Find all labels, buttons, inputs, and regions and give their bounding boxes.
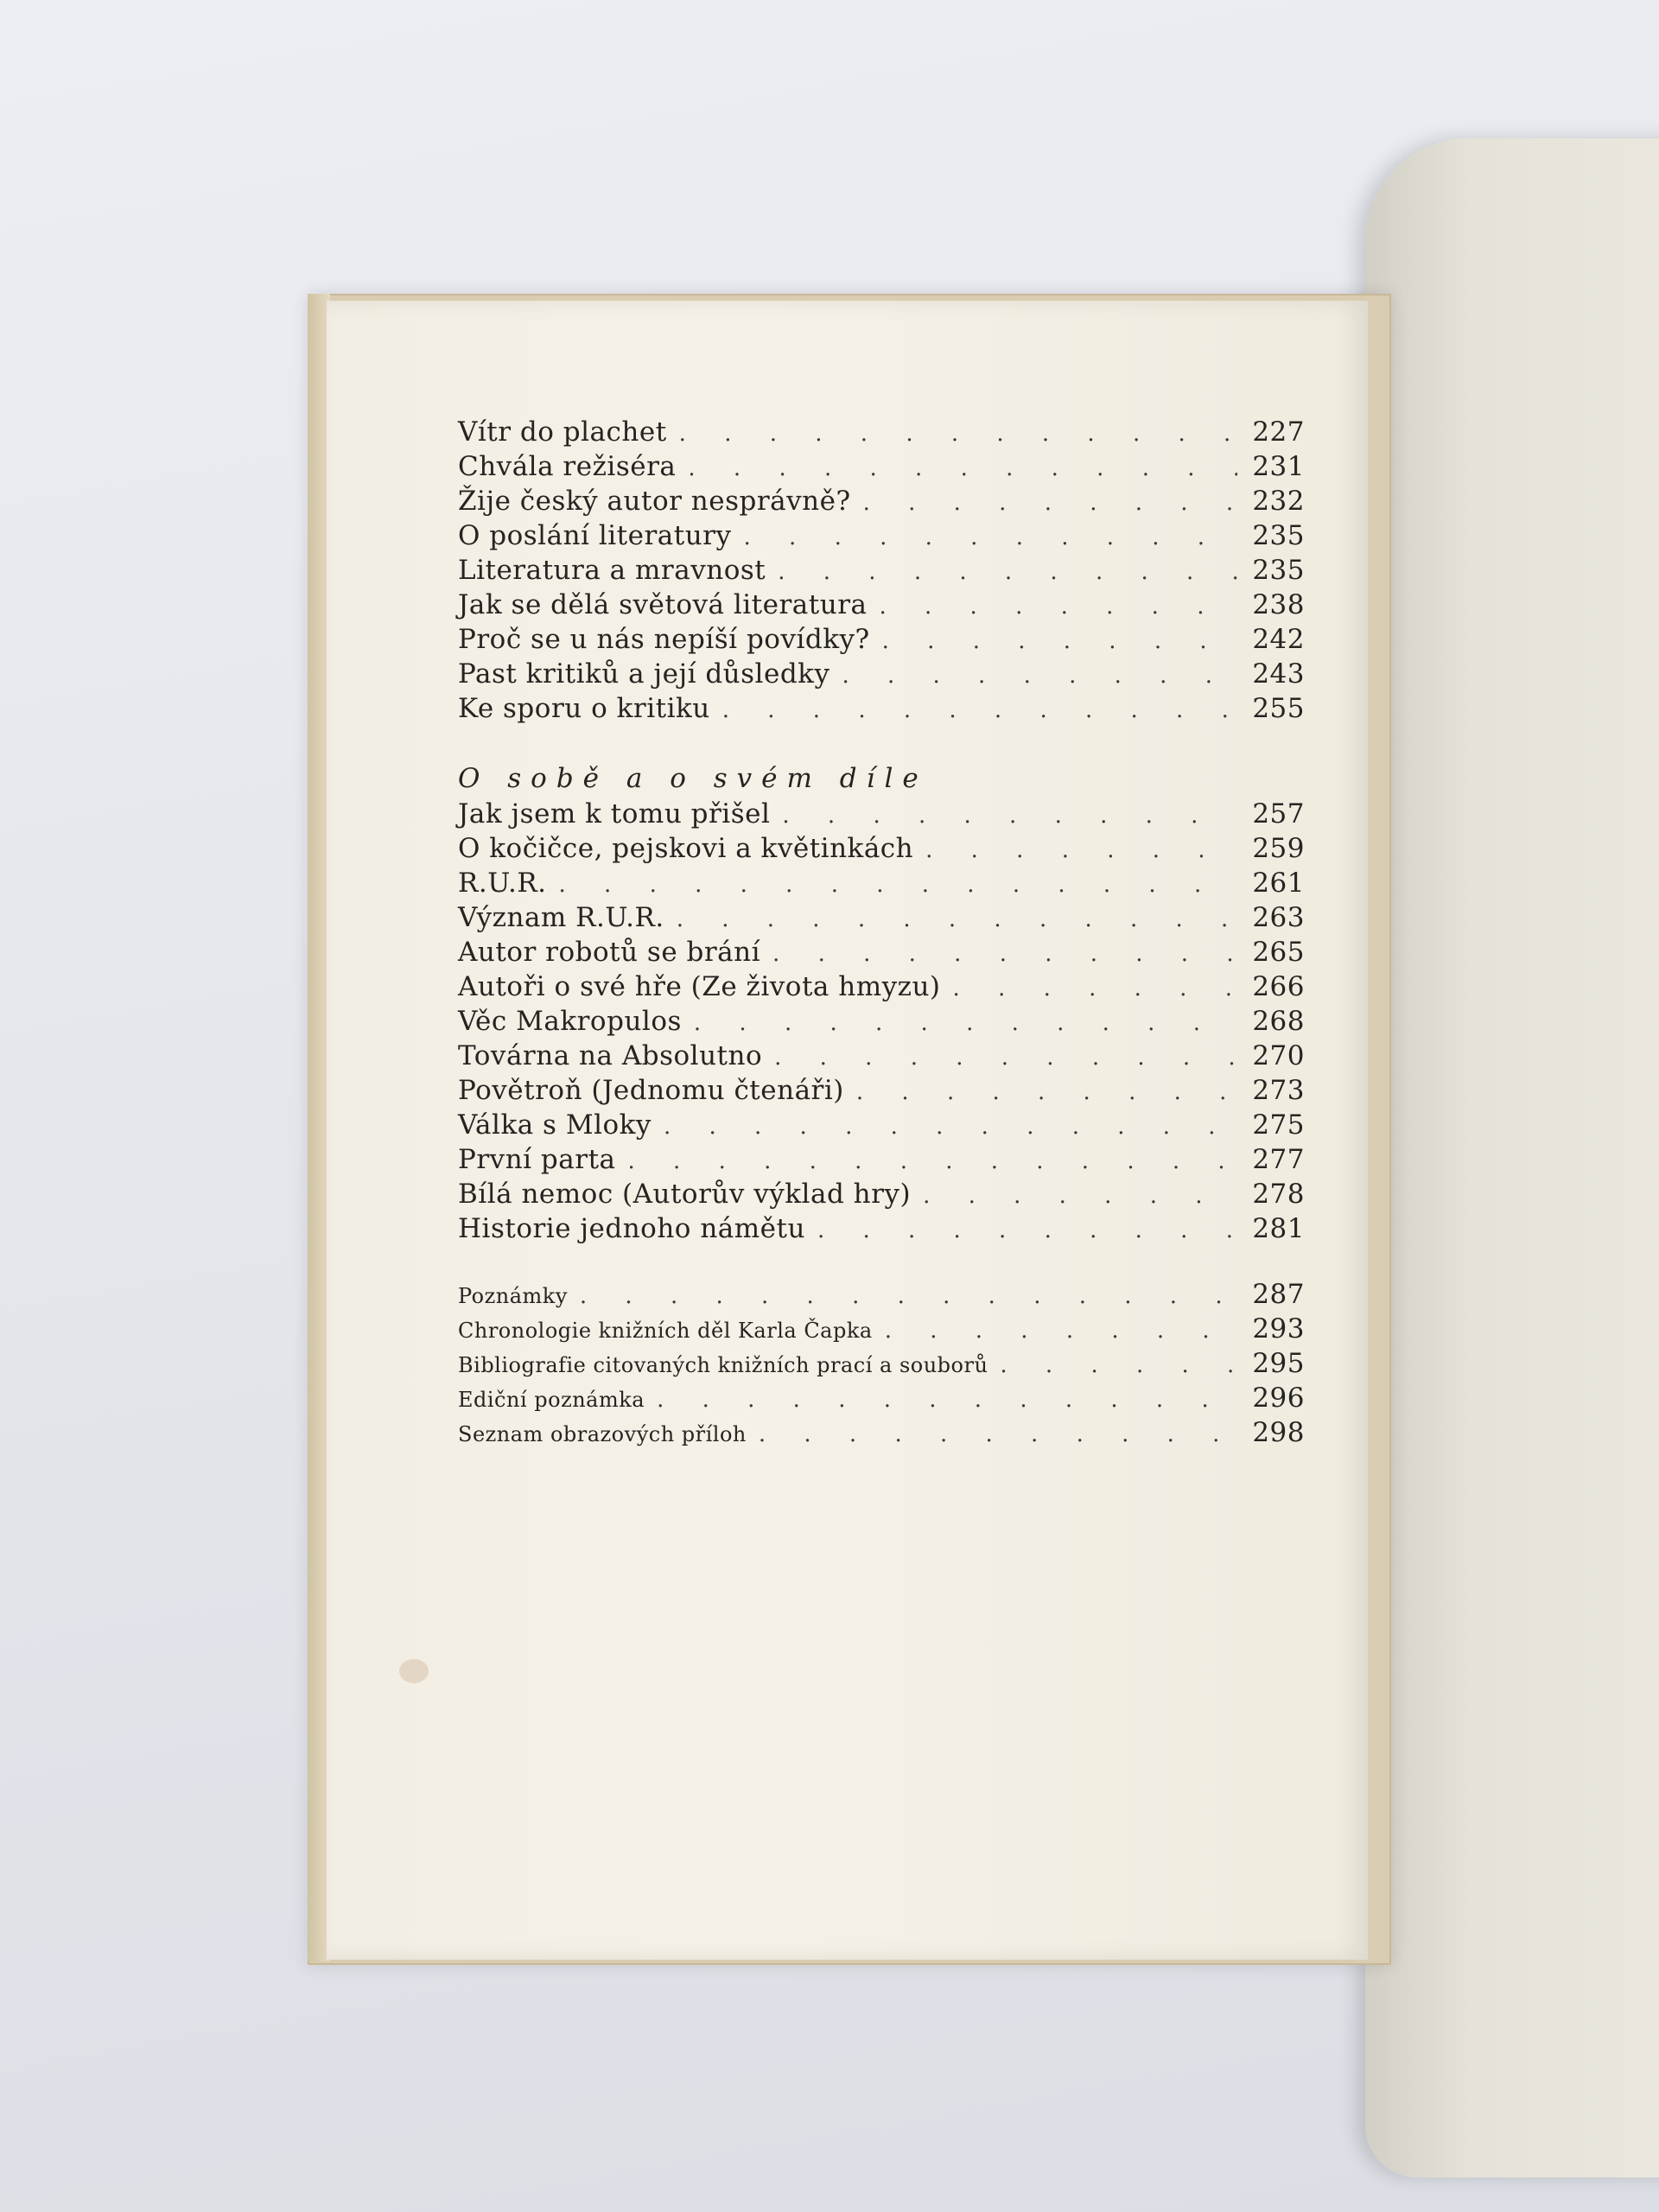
toc-entry: [458, 449, 1305, 484]
toc-entry: [458, 831, 1305, 866]
toc-entry-page-number: 277: [1252, 1144, 1305, 1175]
dot-leader: [772, 937, 1237, 971]
toc-entry: [458, 1039, 1305, 1073]
toc-entry-page-number: 263: [1252, 902, 1305, 933]
toc-entry-page-number: 268: [1252, 1006, 1305, 1037]
dot-leader: [882, 624, 1237, 658]
dot-leader: [856, 1075, 1237, 1109]
toc-entry-title: Žije český autor nesprávně?: [458, 486, 851, 517]
toc-entry: [458, 1177, 1305, 1211]
page-stain: [399, 1659, 429, 1683]
toc-entry: [458, 866, 1305, 900]
toc-entry: [458, 588, 1305, 622]
toc-entry-page-number: 227: [1252, 416, 1305, 448]
dot-leader: [628, 1144, 1237, 1179]
dot-leader: [817, 1213, 1237, 1248]
dot-leader: [722, 693, 1237, 728]
toc-entry-page-number: 235: [1252, 555, 1305, 586]
toc-entry: [458, 553, 1305, 588]
toc-entry-page-number: 281: [1252, 1213, 1305, 1244]
toc-entry-title: R.U.R.: [458, 868, 547, 899]
toc-group-own-work: [458, 797, 1305, 1246]
toc-entry-page-number: 259: [1252, 833, 1305, 864]
toc-entry-title: Autor robotů se brání: [458, 937, 761, 968]
toc-entry-page-number: 293: [1252, 1313, 1305, 1344]
dot-leader: [1000, 1348, 1237, 1382]
toc-entry-page-number: 270: [1252, 1040, 1305, 1071]
dot-leader: [559, 868, 1237, 902]
toc-entry: [458, 1381, 1305, 1415]
dot-leader: [880, 589, 1238, 624]
dot-leader: [953, 971, 1237, 1006]
toc-entry: [458, 1277, 1305, 1312]
facing-page: [1365, 138, 1659, 2177]
toc-entry-title: První parta: [458, 1144, 616, 1175]
toc-entry-page-number: 243: [1252, 658, 1305, 690]
table-of-contents: [458, 415, 1305, 1450]
toc-entry-page-number: 275: [1252, 1109, 1305, 1141]
toc-entry-title: Povětroň (Jednomu čtenáři): [458, 1075, 844, 1106]
toc-entry-title: Bílá nemoc (Autorův výklad hry): [458, 1179, 912, 1210]
dot-leader: [580, 1279, 1237, 1313]
toc-entry: [458, 935, 1305, 969]
toc-entry-page-number: 273: [1252, 1075, 1305, 1106]
toc-entry: [458, 1073, 1305, 1108]
toc-entry-title: Ediční poznámka: [458, 1388, 645, 1412]
toc-entry: [458, 797, 1305, 831]
toc-entry-title: Historie jednoho námětu: [458, 1213, 805, 1244]
toc-entry-title: O kočičce, pejskovi a květinkách: [458, 833, 914, 864]
toc-entry-title: O poslání literatury: [458, 520, 732, 551]
dot-leader: [885, 1313, 1237, 1348]
toc-entry: [458, 1415, 1305, 1450]
toc-entry-title: Jak jsem k tomu přišel: [458, 798, 771, 830]
dot-leader: [664, 1109, 1237, 1144]
toc-entry: [458, 900, 1305, 935]
dot-leader: [774, 1040, 1237, 1075]
dot-leader: [744, 520, 1237, 555]
toc-entry-title: Chronologie knižních děl Karla Čapka: [458, 1319, 873, 1343]
toc-entry-title: Jak se dělá světová literatura: [458, 589, 868, 620]
dot-leader: [923, 1179, 1237, 1213]
toc-entry-title: Válka s Mloky: [458, 1109, 652, 1141]
toc-entry: [458, 622, 1305, 657]
toc-entry-title: Autoři o své hře (Ze života hmyzu): [458, 971, 941, 1002]
dot-leader: [688, 451, 1237, 486]
toc-entry: [458, 1211, 1305, 1246]
toc-entry-title: Literatura a mravnost: [458, 555, 766, 586]
toc-entry-title: Seznam obrazových příloh: [458, 1422, 747, 1446]
toc-entry-page-number: 278: [1252, 1179, 1305, 1210]
toc-entry-page-number: 238: [1252, 589, 1305, 620]
toc-entry-page-number: 261: [1252, 868, 1305, 899]
section-heading: O sobě a o svém díle: [458, 763, 928, 794]
toc-entry-page-number: 287: [1252, 1279, 1305, 1310]
toc-entry-title: Past kritiků a její důsledky: [458, 658, 830, 690]
toc-entry-title: Továrna na Absolutno: [458, 1040, 763, 1071]
toc-entry-title: Ke sporu o kritiku: [458, 693, 710, 724]
toc-entry-page-number: 295: [1252, 1348, 1305, 1379]
toc-entry: [458, 1108, 1305, 1142]
toc-entry-title: Věc Makropulos: [458, 1006, 682, 1037]
dot-leader: [925, 833, 1237, 868]
toc-entry: [458, 1312, 1305, 1346]
toc-entry: [458, 415, 1305, 449]
toc-entry-page-number: 257: [1252, 798, 1305, 830]
dot-leader: [782, 798, 1237, 833]
dot-leader: [657, 1382, 1237, 1417]
toc-entry: [458, 657, 1305, 691]
dot-leader: [679, 416, 1237, 451]
dot-leader: [677, 902, 1237, 937]
toc-entry: [458, 1346, 1305, 1381]
toc-entry-page-number: 266: [1252, 971, 1305, 1002]
dot-leader: [759, 1417, 1237, 1452]
toc-entry-title: Poznámky: [458, 1284, 568, 1308]
toc-appendix: [458, 1277, 1305, 1450]
toc-entry-page-number: 298: [1252, 1417, 1305, 1448]
dot-leader: [842, 658, 1237, 693]
dot-leader: [694, 1006, 1237, 1040]
dot-leader: [778, 555, 1237, 589]
toc-entry-page-number: 255: [1252, 693, 1305, 724]
toc-entry-title: Chvála režiséra: [458, 451, 677, 482]
dot-leader: [863, 486, 1237, 520]
toc-entry: [458, 484, 1305, 518]
toc-entry-title: Proč se u nás nepíší povídky?: [458, 624, 870, 655]
toc-entry: [458, 1004, 1305, 1039]
toc-entry: [458, 969, 1305, 1004]
toc-entry: [458, 518, 1305, 553]
toc-entry-page-number: 296: [1252, 1382, 1305, 1414]
toc-entry-page-number: 242: [1252, 624, 1305, 655]
toc-entry-page-number: 231: [1252, 451, 1305, 482]
toc-entry-page-number: 232: [1252, 486, 1305, 517]
toc-entry-page-number: 265: [1252, 937, 1305, 968]
toc-entry: [458, 691, 1305, 726]
toc-entry-title: Bibliografie citovaných knižních prací a souborů: [458, 1353, 988, 1377]
toc-entry: [458, 1142, 1305, 1177]
toc-entry-title: Vítr do plachet: [458, 416, 667, 448]
toc-entry-page-number: 235: [1252, 520, 1305, 551]
toc-entry-title: Význam R.U.R.: [458, 902, 664, 933]
toc-group-essays: [458, 415, 1305, 726]
